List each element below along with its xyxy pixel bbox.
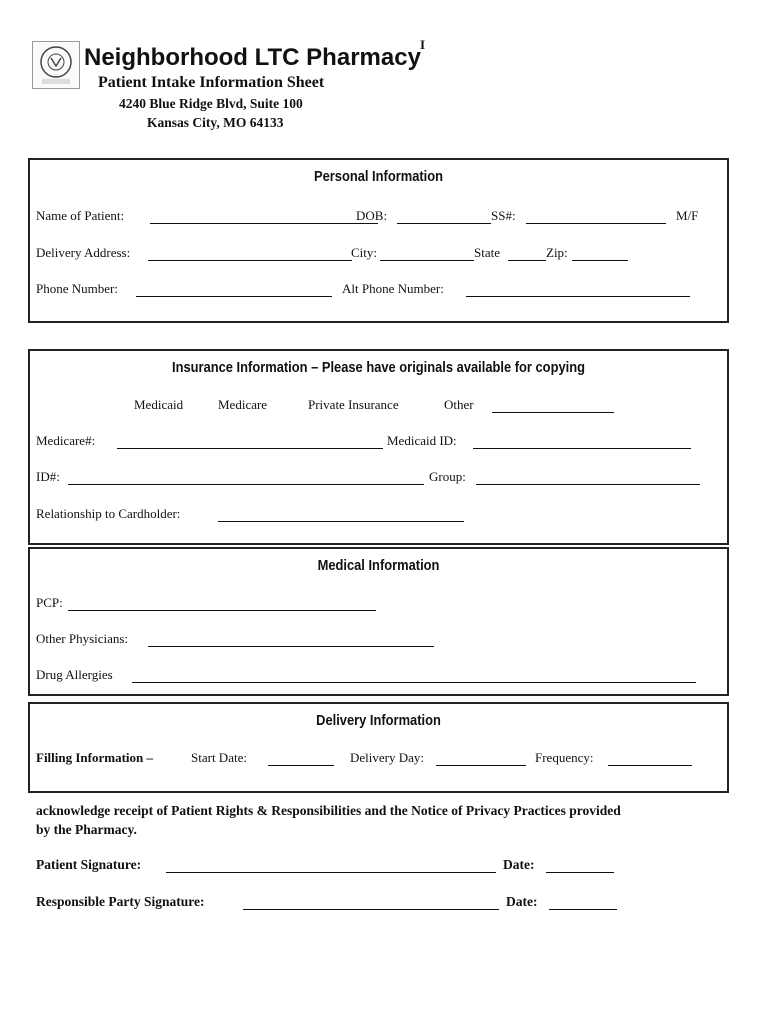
ss-field[interactable]: [526, 223, 666, 224]
filling-information-label: Filling Information –: [36, 750, 154, 765]
drug-allergies-field[interactable]: [132, 682, 696, 683]
medicaid-id-field[interactable]: [473, 448, 691, 449]
insurance-information-section: [28, 349, 729, 545]
acknowledgement-line-2: by the Pharmacy.: [36, 822, 137, 837]
delivery-section-title: Delivery Information: [316, 712, 441, 729]
alt-phone-field[interactable]: [466, 296, 690, 297]
delivery-day-label: Delivery Day:: [350, 750, 425, 765]
personal-section-title: Personal Information: [313, 168, 444, 185]
group-label: Group:: [429, 469, 466, 484]
start-date-field[interactable]: [268, 765, 334, 766]
responsible-party-date-label: Date:: [506, 894, 538, 909]
pharmacy-logo: [32, 41, 80, 89]
delivery-address-field[interactable]: [148, 260, 352, 261]
medicare-number-label: Medicare#:: [36, 433, 96, 448]
pcp-field[interactable]: [68, 610, 376, 611]
sex-label[interactable]: M/F: [676, 208, 699, 223]
address-line-2: Kansas City, MO 64133: [147, 115, 284, 130]
city-field[interactable]: [380, 260, 474, 261]
drug-allergies-label: Drug Allergies: [36, 667, 113, 682]
name-label: Name of Patient:: [36, 208, 125, 223]
zip-field[interactable]: [572, 260, 628, 261]
group-field[interactable]: [476, 484, 700, 485]
logo-emblem-icon: [33, 42, 79, 88]
pcp-label: PCP:: [36, 595, 63, 610]
address-line-1: 4240 Blue Ridge Blvd, Suite 100: [119, 96, 303, 111]
page-mark: I: [420, 37, 426, 52]
responsible-party-signature-label: Responsible Party Signature:: [36, 894, 205, 909]
patient-date-label: Date:: [503, 857, 535, 872]
name-field[interactable]: [150, 223, 378, 224]
other-physicians-field[interactable]: [148, 646, 434, 647]
patient-date-field[interactable]: [546, 872, 614, 873]
form-subtitle: Patient Intake Information Sheet: [98, 74, 325, 91]
insurance-section-title: Insurance Information – Please have originals available for copying: [172, 359, 585, 376]
relationship-label: Relationship to Cardholder:: [36, 506, 181, 521]
phone-label: Phone Number:: [36, 281, 118, 296]
personal-information-section: [28, 158, 729, 323]
delivery-address-label: Delivery Address:: [36, 245, 131, 260]
frequency-label: Frequency:: [535, 750, 594, 765]
id-number-field[interactable]: [68, 484, 424, 485]
option-medicare[interactable]: Medicare: [218, 397, 268, 412]
option-private-insurance[interactable]: Private Insurance: [308, 397, 399, 412]
patient-signature-field[interactable]: [166, 872, 496, 873]
other-insurance-field[interactable]: [492, 412, 614, 413]
id-number-label: ID#:: [36, 469, 60, 484]
relationship-field[interactable]: [218, 521, 464, 522]
phone-field[interactable]: [136, 296, 332, 297]
patient-signature-label: Patient Signature:: [36, 857, 142, 872]
zip-label: Zip:: [546, 245, 568, 260]
frequency-field[interactable]: [608, 765, 692, 766]
responsible-party-date-field[interactable]: [549, 909, 617, 910]
option-medicaid[interactable]: Medicaid: [134, 397, 184, 412]
dob-field[interactable]: [397, 223, 491, 224]
ss-label: SS#:: [491, 208, 516, 223]
other-physicians-label: Other Physicians:: [36, 631, 129, 646]
medical-section-title: Medical Information: [317, 557, 440, 574]
city-label: City:: [351, 245, 378, 260]
dob-label: DOB:: [356, 208, 388, 223]
delivery-information-section: [28, 702, 729, 793]
alt-phone-label: Alt Phone Number:: [342, 281, 444, 296]
responsible-party-signature-field[interactable]: [243, 909, 499, 910]
acknowledgement-line-1: acknowledge receipt of Patient Rights & Responsibilities and the Notice of Privacy Practices provided: [36, 803, 621, 818]
state-label: State: [474, 245, 500, 260]
pharmacy-name: Neighborhood LTC Pharmacy: [84, 44, 421, 71]
medicaid-id-label: Medicaid ID:: [387, 433, 457, 448]
start-date-label: Start Date:: [191, 750, 247, 765]
delivery-day-field[interactable]: [436, 765, 526, 766]
medical-information-section: [28, 547, 729, 696]
medicare-number-field[interactable]: [117, 448, 383, 449]
option-other[interactable]: Other: [444, 397, 474, 412]
state-field[interactable]: [508, 260, 546, 261]
